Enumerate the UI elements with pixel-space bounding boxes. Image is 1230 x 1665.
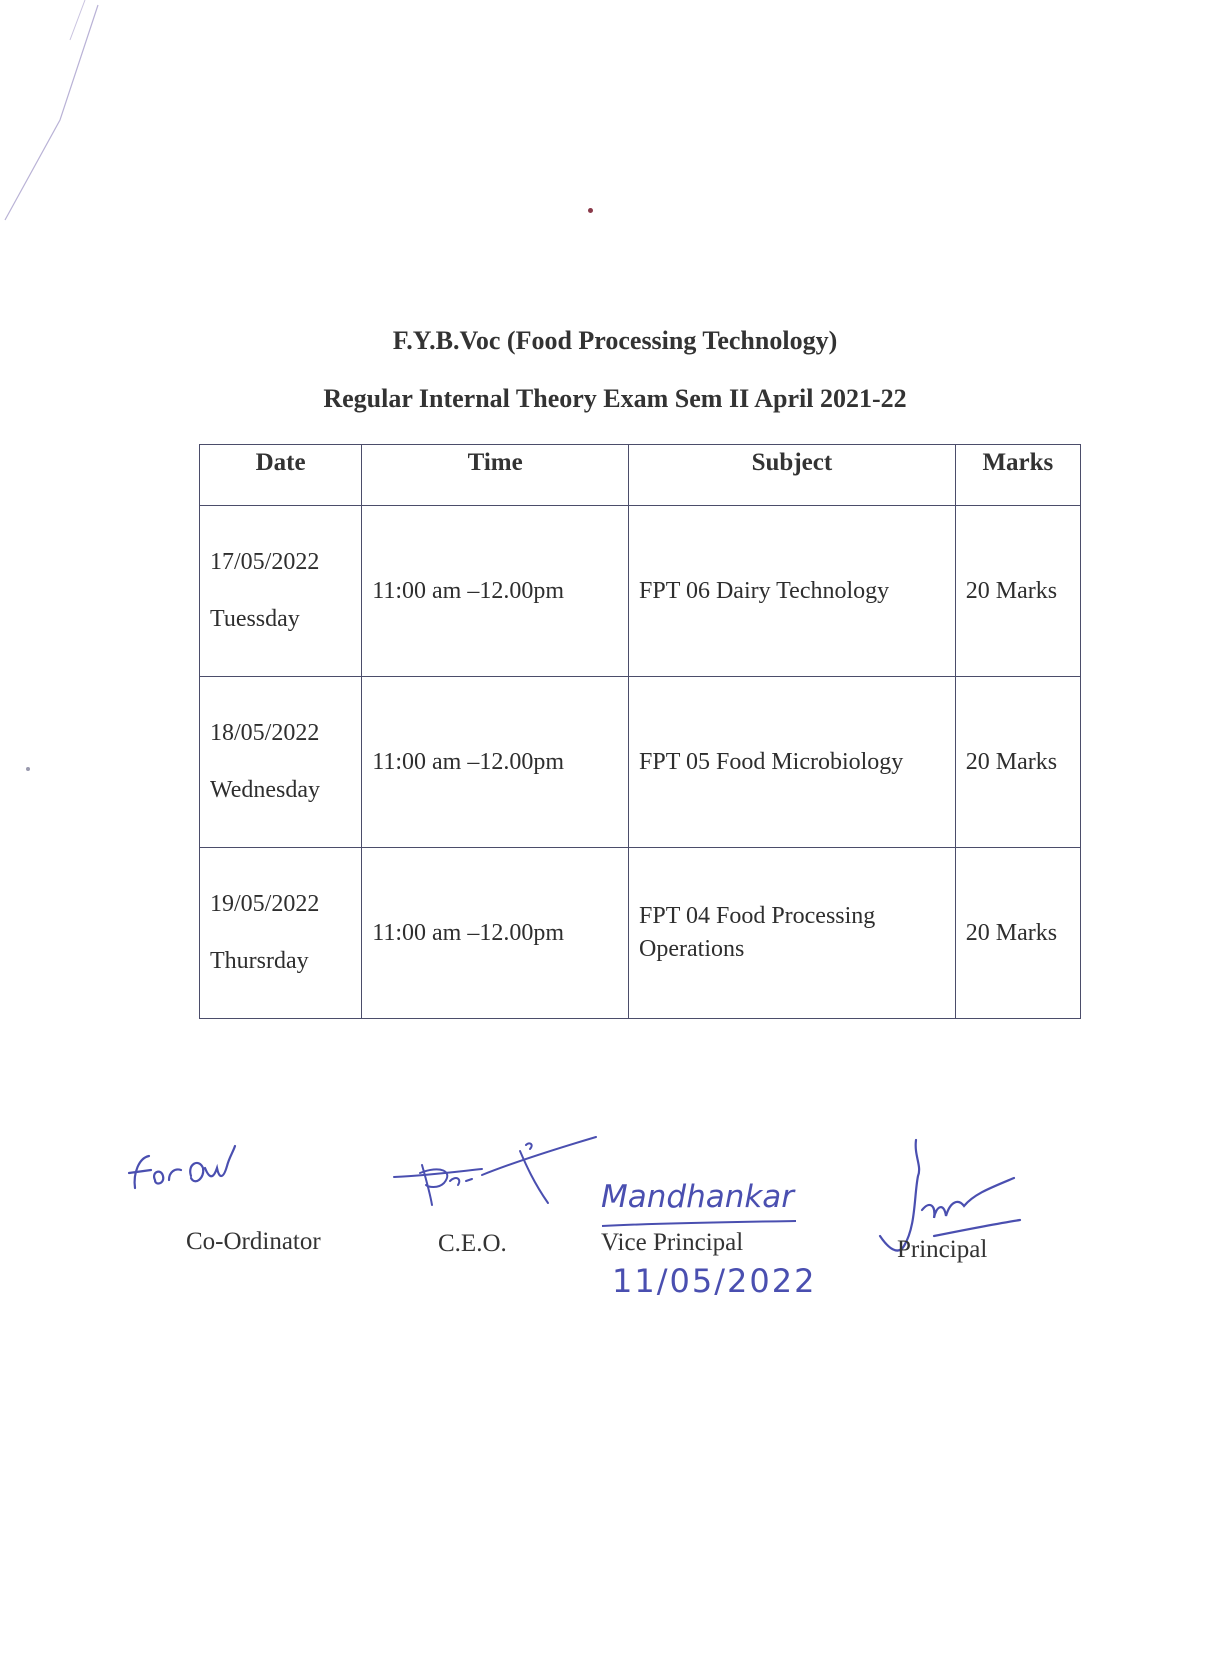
exam-date: 19/05/2022 (210, 891, 320, 917)
vice-principal-label: Vice Principal (601, 1229, 744, 1256)
coordinator-label: Co-Ordinator (186, 1228, 321, 1255)
exam-date: 18/05/2022 (210, 720, 320, 746)
marks-cell: 20 Marks (955, 848, 1080, 1019)
vice-principal-name-signature: Mandhankar (601, 1179, 795, 1215)
speck (588, 208, 593, 213)
vice-principal-date-handwritten: 11/05/2022 (612, 1262, 817, 1300)
date-cell (200, 677, 362, 848)
ceo-label: C.E.O. (438, 1230, 507, 1257)
exam-schedule-table (199, 444, 1081, 1019)
table-row (200, 677, 1081, 848)
document-title: F.Y.B.Voc (Food Processing Technology) (392, 326, 838, 355)
time-cell: 11:00 am –12.00pm (362, 677, 629, 848)
ceo-signature (392, 1135, 602, 1225)
column-header-time: Time (362, 445, 629, 506)
column-header-subject: Subject (629, 445, 956, 506)
marks-cell: 20 Marks (955, 506, 1080, 677)
date-cell (200, 848, 362, 1019)
exam-day: Tuessday (210, 606, 300, 632)
table-row (200, 506, 1081, 677)
exam-day: Wednesday (210, 777, 321, 803)
table-row (200, 848, 1081, 1019)
column-header-date: Date (200, 445, 362, 506)
time-cell: 11:00 am –12.00pm (362, 848, 629, 1019)
exam-date: 17/05/2022 (210, 549, 320, 575)
time-cell: 11:00 am –12.00pm (362, 506, 629, 677)
column-header-marks: Marks (955, 445, 1080, 506)
scan-artifact (0, 0, 120, 230)
subject-cell: FPT 05 Food Microbiology (629, 677, 956, 848)
coordinator-signature (125, 1128, 265, 1208)
document-subtitle: Regular Internal Theory Exam Sem II April 2021-22 (323, 384, 907, 413)
subject-cell: FPT 04 Food Processing Operations (629, 848, 956, 1019)
subject-cell: FPT 06 Dairy Technology (629, 506, 956, 677)
principal-label: Principal (897, 1236, 988, 1263)
speck (26, 767, 30, 771)
date-cell (200, 506, 362, 677)
marks-cell: 20 Marks (955, 677, 1080, 848)
table-header-row (200, 445, 1081, 506)
exam-day: Thursrday (210, 948, 309, 974)
